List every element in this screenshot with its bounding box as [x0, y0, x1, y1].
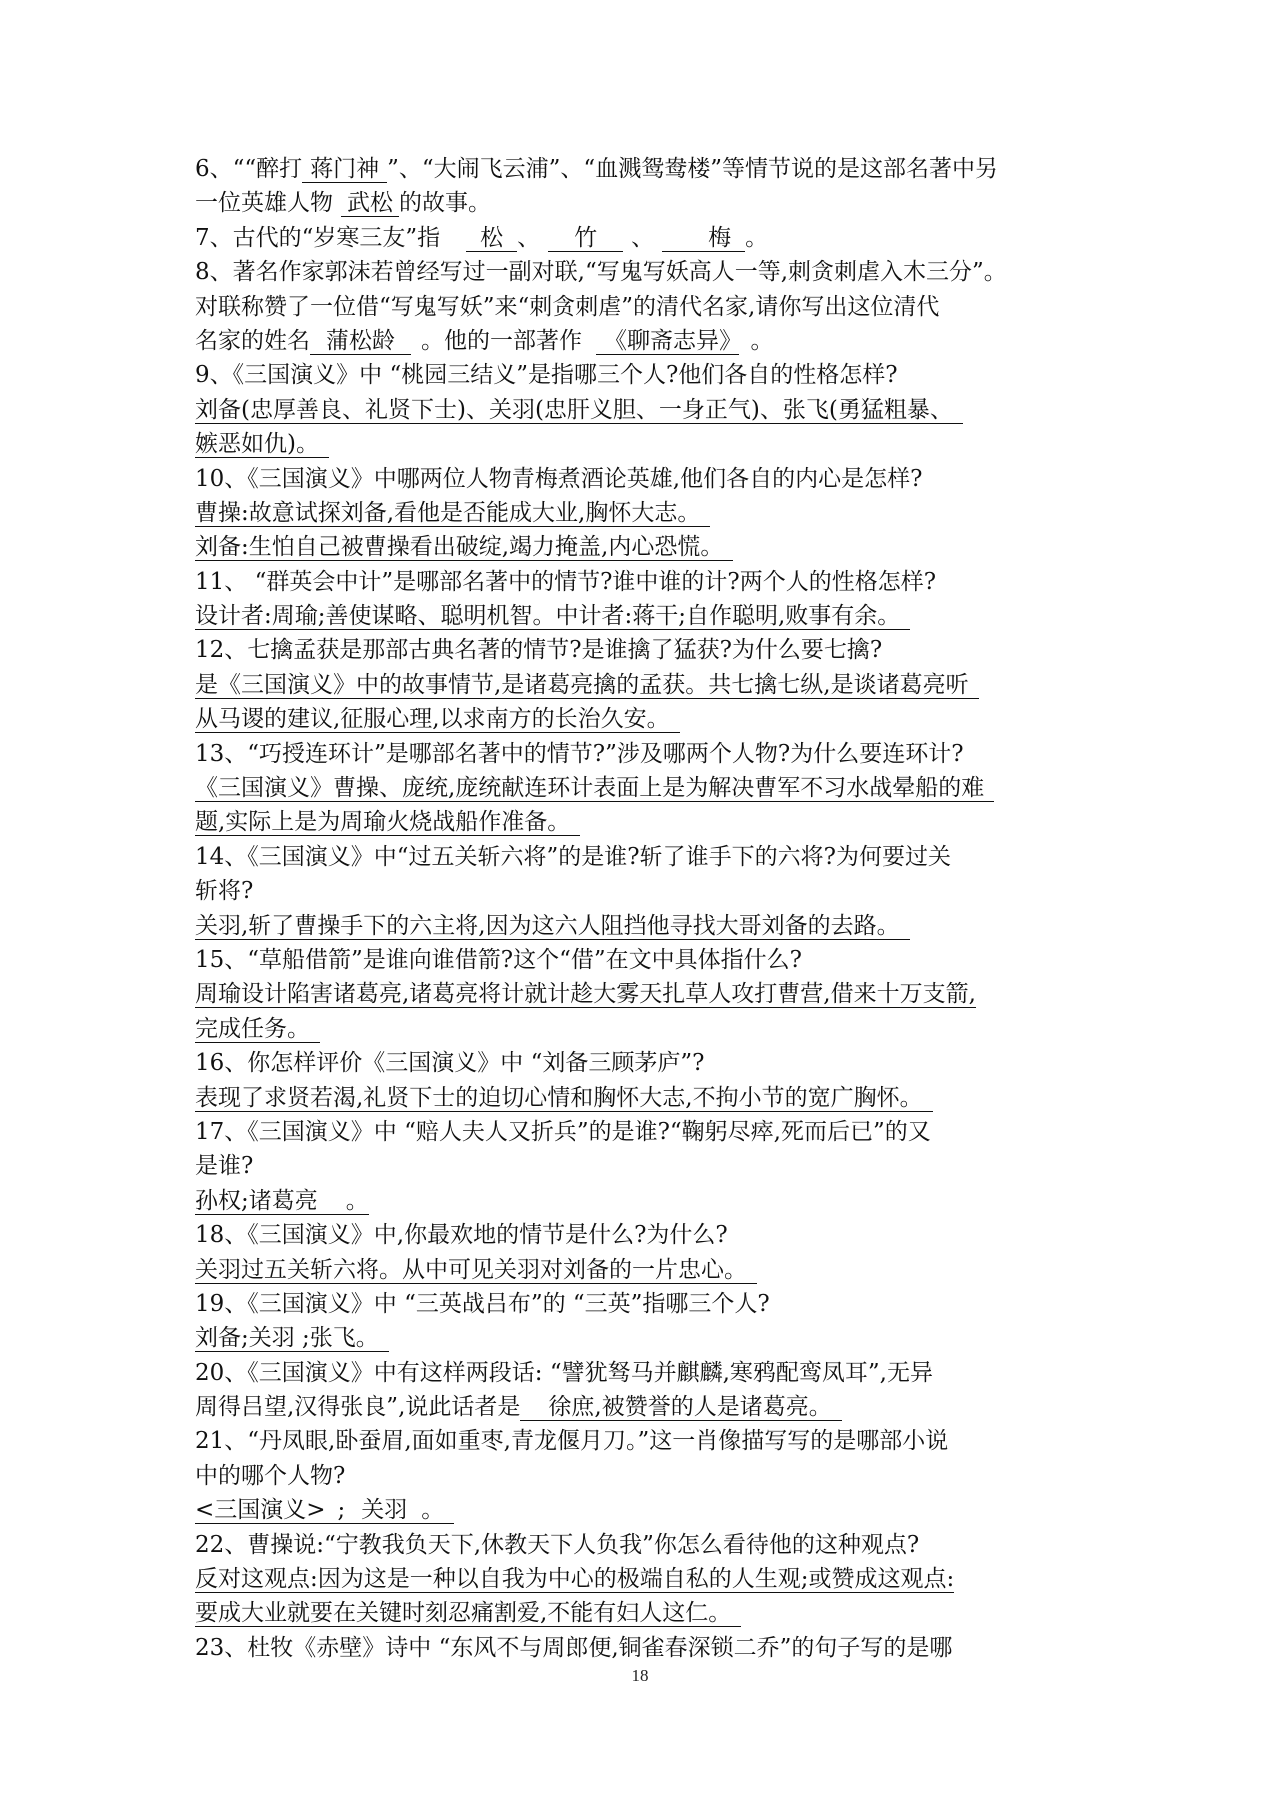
q7-answer-song: 松	[466, 225, 517, 252]
q7-sep-2: 、	[631, 224, 655, 251]
q23-question-1: 23、杜牧《赤壁》诗中 “东风不与周郎便,铜雀春深锁二乔”的句子写的是哪	[195, 1634, 953, 1661]
q18-answer-1	[195, 1253, 1095, 1287]
q6-answer-jiangmenshen: 蒋门神	[302, 156, 387, 183]
q9-answer-text-1: 刘备(忠厚善良、礼贤下士)、关羽(忠肝义胆、一身正气)、张飞(勇猛粗暴、	[195, 397, 963, 424]
q15-question: 15、“草船借箭”是谁向谁借箭?这个“借”在文中具体指什么?	[195, 946, 802, 973]
q8-answer-pusongling: 蒲松龄	[310, 328, 411, 355]
q14-question-2: 斩将?	[195, 878, 254, 905]
q6-line-2	[195, 186, 1095, 220]
q6-text-4: 的故事。	[399, 190, 491, 217]
q8-text-2: 。他的一部著作	[421, 327, 582, 354]
q9-question: 9、《三国演义》中 “桃园三结义”是指哪三个人?他们各自的性格怎样?	[195, 362, 898, 389]
q15-answer-2	[195, 1012, 1095, 1046]
q8-line-3	[195, 324, 1095, 358]
q13-answer-text-1: 《三国演义》曹操、庞统,庞统献连环计表面上是为解决曹军不习水战晕船的难	[195, 775, 994, 802]
page-number: 18	[631, 1666, 649, 1685]
q7-text: 7、古代的“岁寒三友”指	[195, 224, 441, 251]
q21-answer-guanyu: 关羽	[361, 1497, 408, 1524]
q8-text: 名家的姓名	[195, 327, 310, 354]
q21-answer-underline	[195, 1497, 454, 1524]
q22-answer-text-1: 反对这观点:因为这是一种以自我为中心的极端自私的人生观;或赞成这观点:	[195, 1566, 955, 1593]
q13-answer-1	[195, 771, 1095, 805]
q16-answer-text-1: 表现了求贤若渴,礼贤下士的迫切心情和胸怀大志,不拘小节的宽广胸怀。	[195, 1085, 933, 1112]
q11-answer-text-1: 设计者:周瑜;善使谋略、聪明机智。中计者:蒋干;自作聪明,败事有余。	[195, 603, 910, 630]
q6-text-2: ”、“大闹飞云浦”、“血溅鸳鸯楼”等情节说的是这部名著中另	[387, 156, 998, 182]
q9-answer-2	[195, 427, 1095, 461]
q15-answer-text-1: 周瑜设计陷害诸葛亮,诸葛亮将计就计趁大雾天扎草人攻打曹营,借来十万支箭,	[195, 981, 976, 1008]
q21-answer-book: <三国演义>	[195, 1497, 326, 1524]
q17-answer-text-1: 孙权;诸葛亮	[195, 1187, 318, 1214]
q8-end: 。	[750, 327, 774, 354]
q20-text: 周得吕望,汉得张良”,说此话者是	[195, 1394, 521, 1421]
q14-answer-1	[195, 909, 1095, 943]
exam-content	[195, 152, 1095, 1665]
q14-answer-text-1: 关羽,斩了曹操手下的六主将,因为这六人阻挡他寻找大哥刘备的去路。	[195, 913, 910, 940]
q18-question: 18、《三国演义》中,你最欢地的情节是什么?为什么?	[195, 1222, 728, 1249]
q12-answer-1	[195, 668, 1095, 702]
q12-answer-2	[195, 702, 1095, 736]
q15-answer-1	[195, 977, 1095, 1011]
q12-answer-text-2: 从马谡的建议,征服心理,以求南方的长治久安。	[195, 706, 680, 733]
q7-end: 。	[745, 224, 769, 251]
q13-answer-2	[195, 805, 1095, 839]
q14-question-1: 14、《三国演义》中“过五关斩六将”的是谁?斩了谁手下的六将?为何要过关	[195, 843, 951, 870]
q16-question: 16、你怎样评价《三国演义》中 “刘备三顾茅庐”?	[195, 1050, 705, 1077]
q11-answer-1	[195, 599, 1095, 633]
q21-question-2: 中的哪个人物?	[195, 1462, 346, 1489]
q9-answer-1	[195, 393, 1095, 427]
q19-answer-1	[195, 1321, 1095, 1355]
q11-question: 11、 “群英会中计”是哪部名著中的情节?谁中谁的计?两个人的性格怎样?	[195, 568, 937, 595]
q21-answer-sep: ;	[337, 1497, 346, 1524]
q12-question: 12、七擒孟获是那部古典名著的情节?是谁擒了猛获?为什么要七擒?	[195, 637, 883, 664]
q9-answer-text-2: 嫉恶如仇)。	[195, 431, 329, 458]
q7-answer-mei: 梅	[662, 225, 745, 252]
q7-line	[195, 221, 1095, 255]
q6-text: 6、““醉打	[195, 156, 303, 182]
q21-answer-1	[195, 1493, 1095, 1527]
q21-answer-end: 。	[421, 1497, 445, 1524]
q13-question: 13、“巧授连环计”是哪部名著中的情节?”涉及哪两个人物?为什么要连环计?	[195, 740, 964, 767]
q16-answer-1	[195, 1081, 1095, 1115]
q17-question-1: 17、《三国演义》中 “赔人夫人又折兵”的是谁?“鞠躬尽瘁,死而后已”的又	[195, 1118, 931, 1145]
q22-answer-1	[195, 1562, 1095, 1596]
q17-answer-1	[195, 1184, 1095, 1218]
q12-answer-text-1: 是《三国演义》中的故事情节,是诸葛亮擒的孟获。共七擒七纵,是谈诸葛亮听	[195, 672, 979, 699]
q6-text-3: 一位英雄人物	[195, 190, 333, 217]
q6-answer-wusong: 武松	[341, 190, 399, 217]
q10-answer-text-1: 曹操:故意试探刘备,看他是否能成大业,胸怀大志。	[195, 500, 710, 527]
q22-question: 22、曹操说:“宁教我负天下,休教天下人负我”你怎么看待他的这种观点?	[195, 1531, 920, 1558]
q10-answer-2	[195, 530, 1095, 564]
q20-line-1: 20、《三国演义》中有这样两段话: “譬犹驽马并麒麟,寒鸦配鸾凤耳”,无异	[195, 1359, 933, 1386]
q19-question: 19、《三国演义》中 “三英战吕布”的 “三英”指哪三个人?	[195, 1290, 770, 1317]
q7-answer-zhu: 竹	[548, 225, 623, 252]
q15-answer-text-2: 完成任务。	[195, 1016, 320, 1043]
q8-answer-liaozhai: 《聊斋志异》	[596, 328, 739, 355]
q6-line-1	[195, 152, 1095, 186]
q20-answer: 徐庶,被赞誉的人是诸葛亮。	[520, 1394, 841, 1421]
q21-question-1: 21、“丹凤眼,卧蚕眉,面如重枣,青龙偃月刀。”这一肖像描写写的是哪部小说	[195, 1428, 949, 1455]
q10-question: 10、《三国演义》中哪两位人物青梅煮酒论英雄,他们各自的内心是怎样?	[195, 465, 923, 492]
q18-answer-text-1: 关羽过五关斩六将。从中可见关羽对刘备的一片忠心。	[195, 1257, 757, 1284]
q17-answer-underline	[195, 1188, 369, 1215]
q10-answer-text-2: 刘备:生怕自己被曹操看出破绽,竭力掩盖,内心恐慌。	[195, 534, 733, 561]
q17-question-2: 是谁?	[195, 1153, 254, 1180]
q13-answer-text-2: 题,实际上是为周瑜火烧战船作准备。	[195, 809, 580, 836]
q22-answer-text-2: 要成大业就要在关键时刻忍痛割爱,不能有妇人这仁。	[195, 1600, 741, 1627]
q17-answer-end: 。	[345, 1187, 369, 1214]
q8-line-2: 对联称赞了一位借“写鬼写妖”来“刺贪刺虐”的清代名家,请你写出这位清代	[195, 293, 940, 320]
q22-answer-2	[195, 1596, 1095, 1630]
q8-line-1: 8、著名作家郭沫若曾经写过一副对联,“写鬼写妖高人一等,刺贪刺虐入木三分”。	[195, 259, 1007, 286]
q19-answer-text-1: 刘备;关羽 ;张飞。	[195, 1325, 389, 1352]
q10-answer-1	[195, 496, 1095, 530]
q7-sep: 、	[517, 224, 541, 251]
q20-line-2	[195, 1390, 1095, 1424]
